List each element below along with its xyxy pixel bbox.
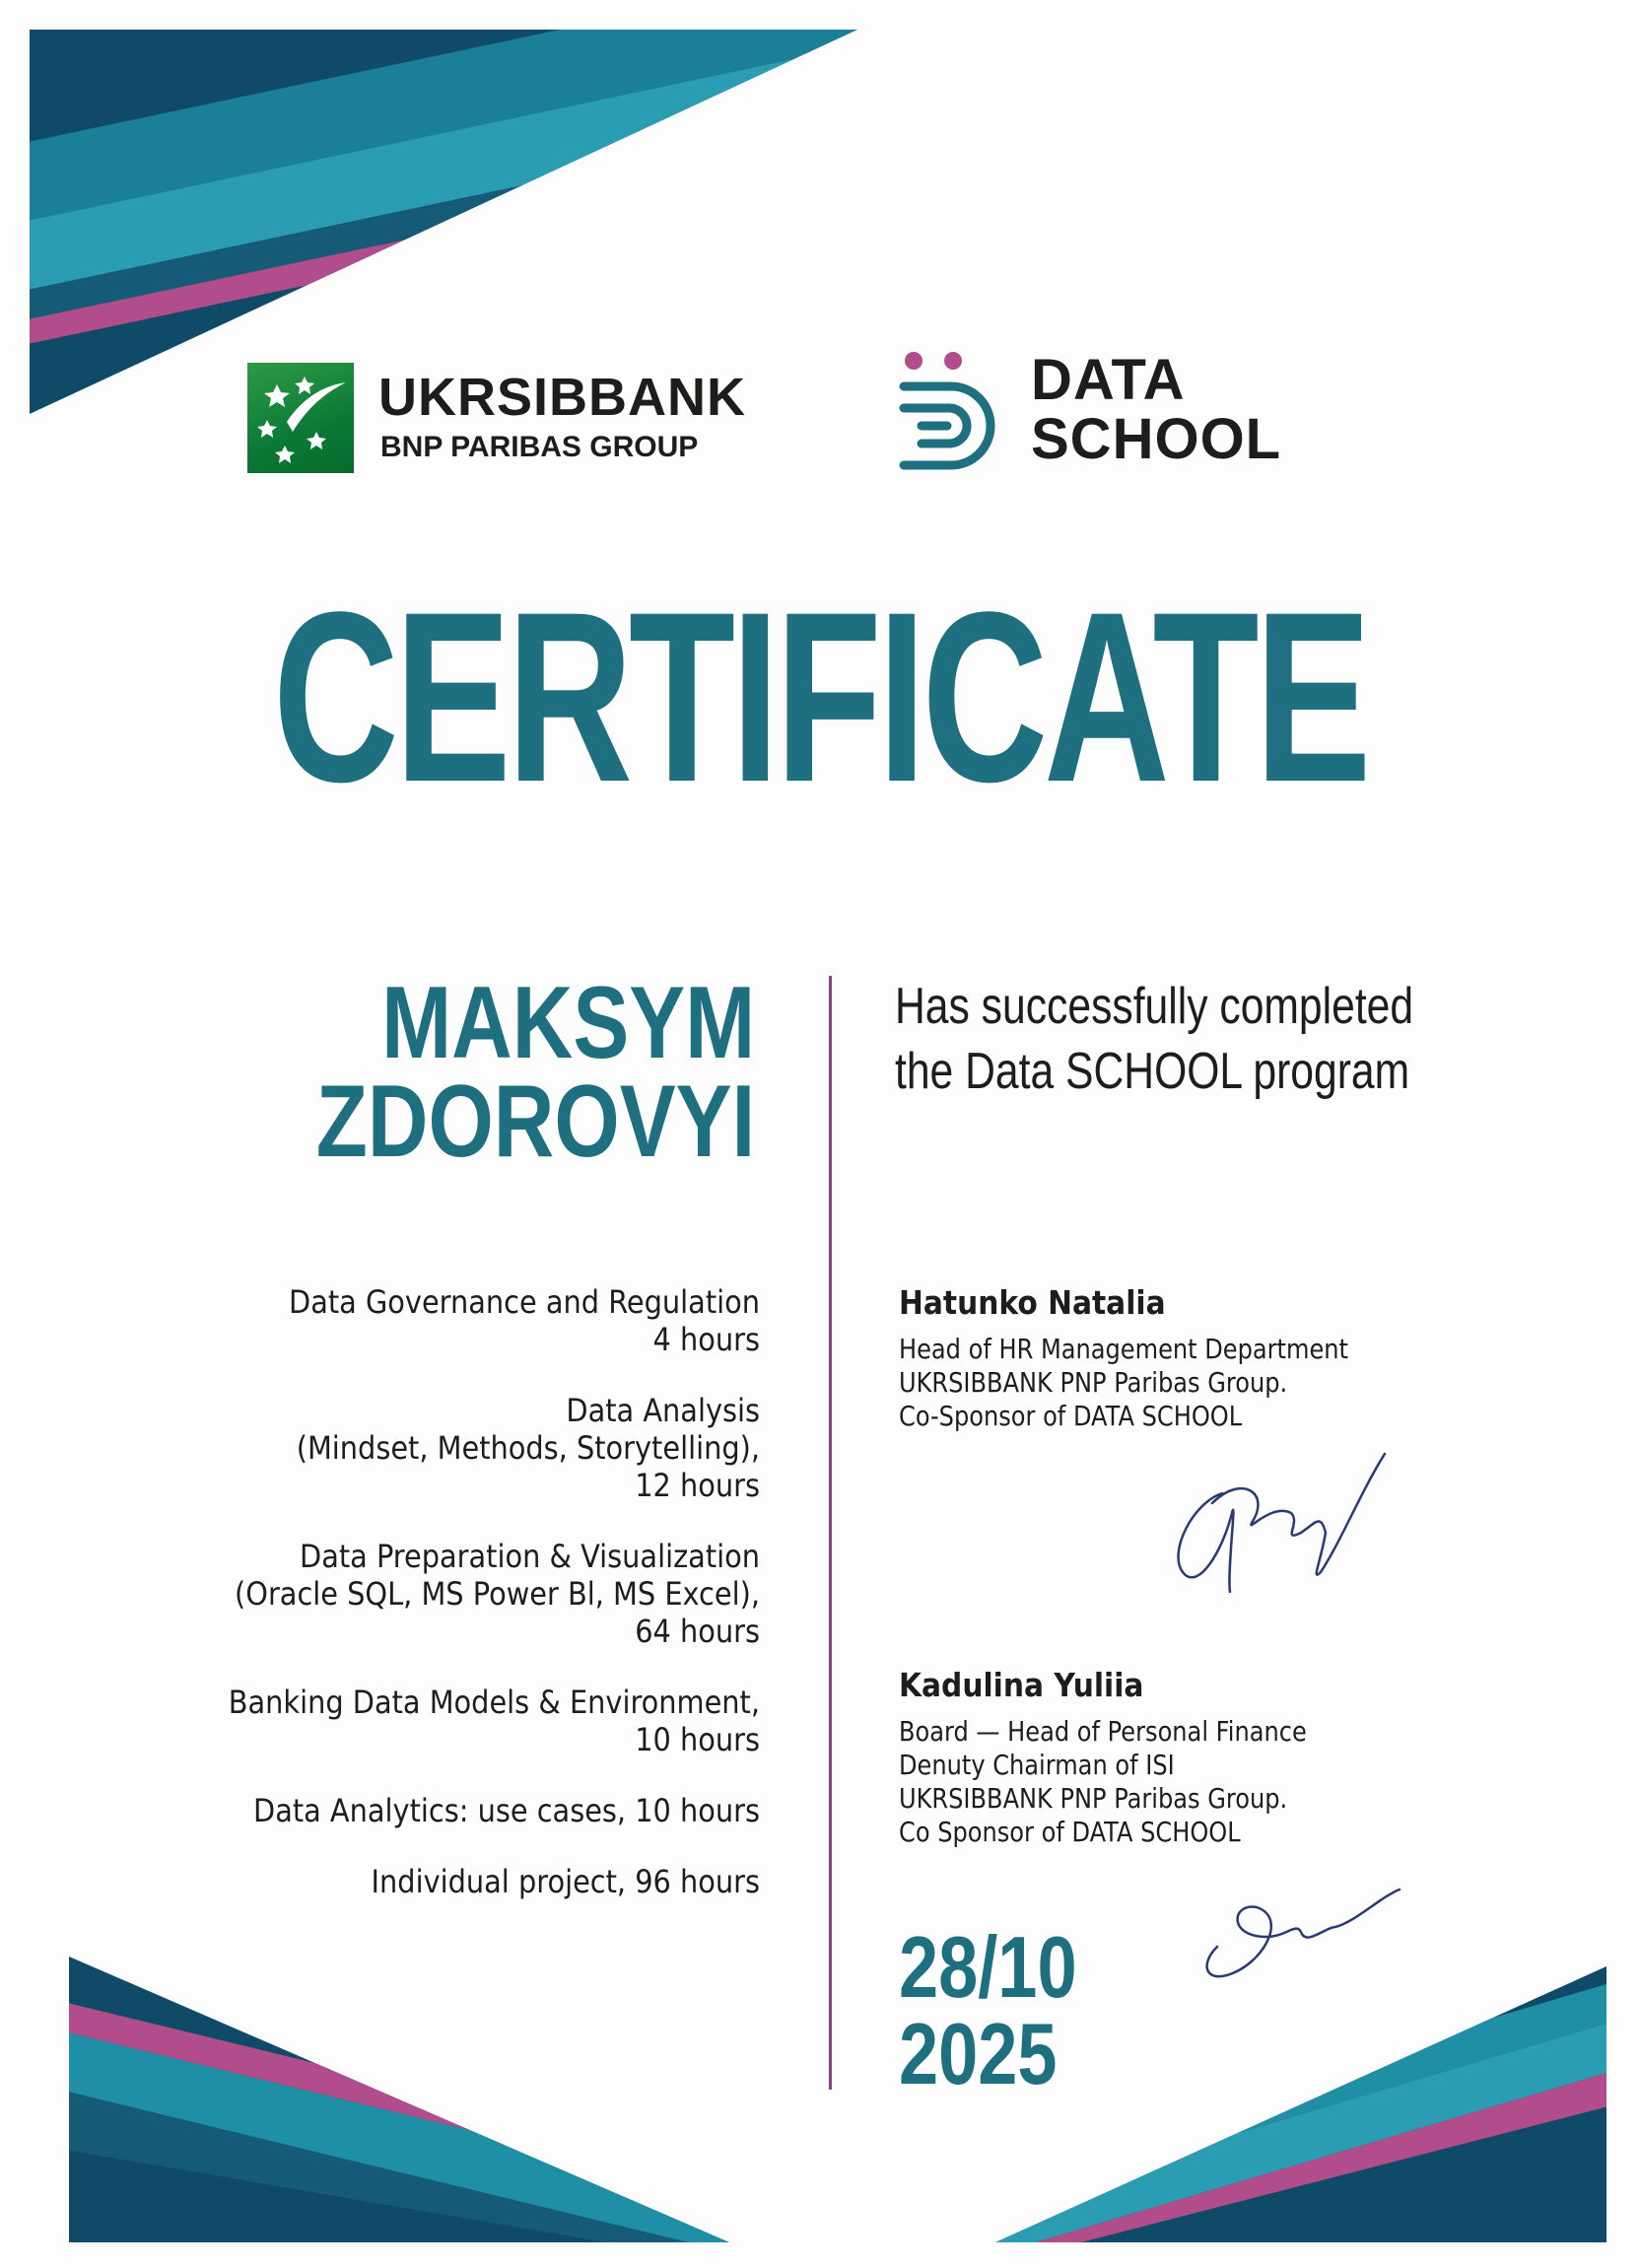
signer-title-line: UKRSIBBANK PNP Paribas Group. [899, 1366, 1288, 1399]
data-school-logo-icon [892, 347, 1010, 471]
course-line: (Oracle SQL, MS Power Bl, MS Excel), [235, 1575, 761, 1613]
ukrsibbank-logo-icon [247, 363, 354, 473]
signature-2 [1178, 1878, 1404, 1996]
school-name [1031, 348, 1282, 471]
course-line: Individual project, 96 hours [371, 1863, 760, 1900]
completion-line2: the Data SCHOOL program [895, 1043, 1410, 1100]
completion-statement [895, 974, 1413, 1104]
date-day-month: 28/10 [899, 1918, 1077, 2016]
course-line: Data Preparation & Visualization [300, 1538, 760, 1575]
signer-block [899, 1283, 1421, 1433]
signer-block [899, 1666, 1373, 1849]
bottom-right-band [986, 1961, 1616, 2267]
course-item [139, 1863, 760, 1900]
bank-group: BNP PARIBAS GROUP [380, 431, 699, 463]
signer-name: Hatunko Natalia [899, 1283, 1166, 1322]
certificate-date [899, 1918, 1077, 2102]
course-line: 64 hours [635, 1613, 760, 1650]
school-name-line2: SCHOOL [1031, 407, 1282, 471]
signer-title-line: Co-Sponsor of DATA SCHOOL [899, 1400, 1243, 1432]
course-item [139, 1684, 760, 1758]
signer-title-line: Denuty Chairman of ISI [899, 1749, 1175, 1781]
vertical-divider [829, 976, 832, 2090]
course-item [139, 1392, 760, 1504]
signer-title-line: Board — Head of Personal Finance [899, 1715, 1307, 1748]
bank-name: UKRSIBBANK [378, 368, 746, 427]
signer-title-line: UKRSIBBANK PNP Paribas Group. [899, 1782, 1288, 1815]
signer-name: Kadulina Yuliia [899, 1666, 1144, 1704]
date-year: 2025 [899, 2005, 1058, 2102]
course-line: 4 hours [652, 1321, 760, 1358]
school-name-line1: DATA [1031, 348, 1186, 412]
course-line: Data Governance and Regulation [289, 1283, 760, 1321]
course-line: (Mindset, Methods, Storytelling), [296, 1429, 760, 1467]
recipient-first-name: MAKSYM [380, 966, 755, 1080]
certificate-title: CERTIFICATE [272, 562, 1368, 833]
recipient-name [315, 966, 755, 1179]
recipient-last-name: ZDOROVYI [315, 1065, 755, 1179]
course-list [70, 1283, 760, 1934]
signature-1 [1153, 1434, 1400, 1607]
course-line: Data Analysis [566, 1392, 760, 1429]
course-line: Banking Data Models & Environment, [228, 1684, 760, 1721]
course-item [139, 1283, 760, 1358]
stars-icon [247, 363, 354, 473]
course-item [139, 1792, 760, 1829]
completion-line1: Has successfully completed [895, 978, 1414, 1035]
signer-title-line: Head of HR Management Department [899, 1333, 1348, 1365]
course-line: Data Analytics: use cases, 10 hours [253, 1792, 760, 1829]
signer-title-line: Co Sponsor of DATA SCHOOL [899, 1816, 1241, 1848]
course-line: 10 hours [635, 1721, 760, 1758]
bottom-left-band [59, 1952, 749, 2267]
course-item [139, 1538, 760, 1650]
course-line: 12 hours [635, 1467, 760, 1504]
